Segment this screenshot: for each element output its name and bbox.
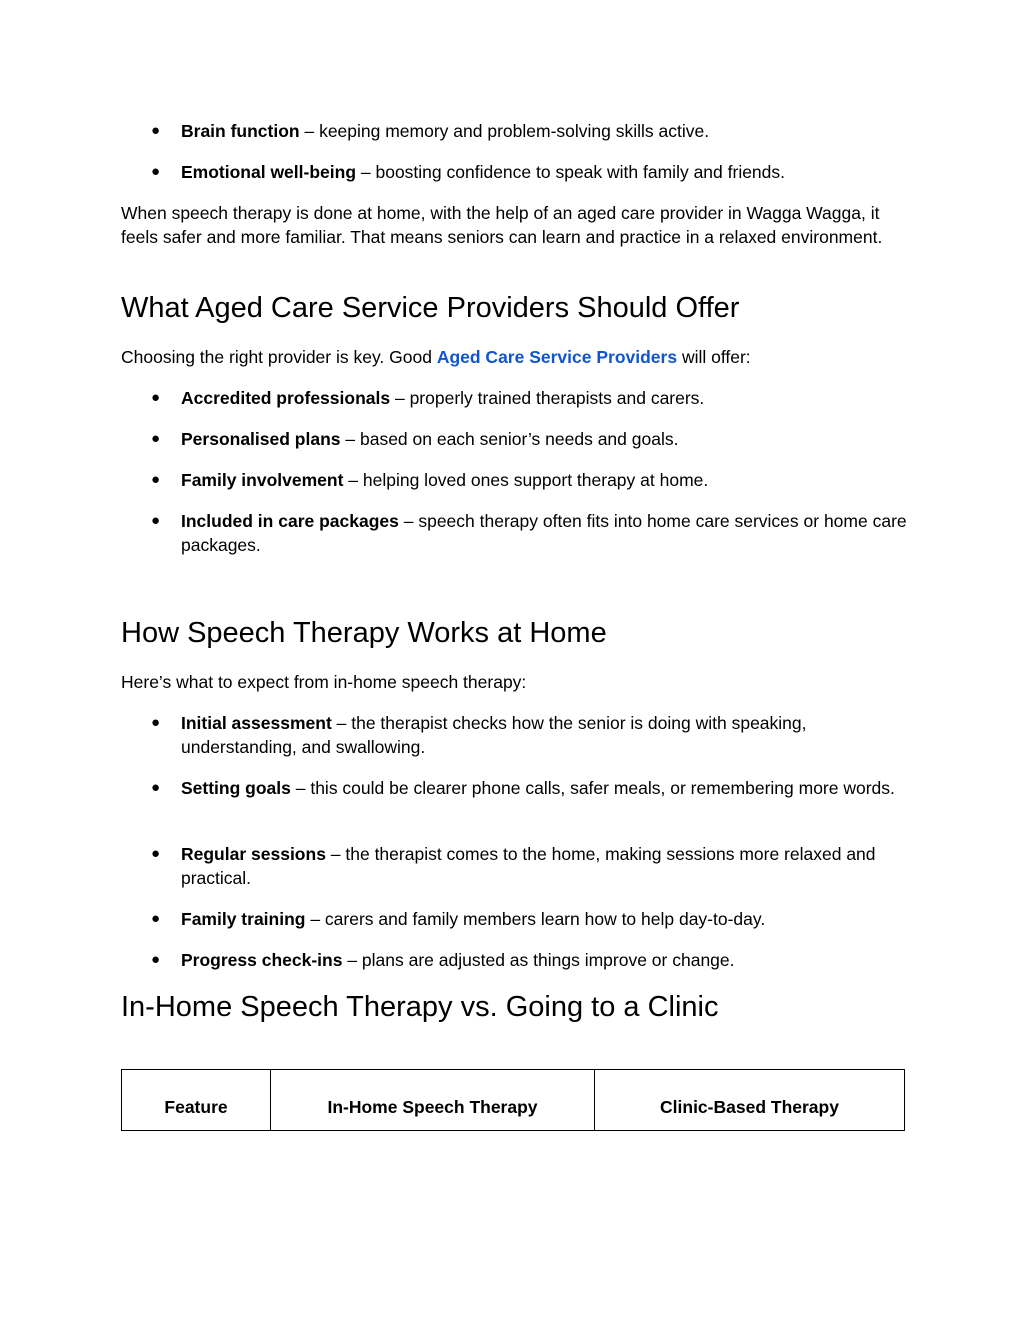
bullet-desc: – the therapist comes to the home, making sessions more relaxed and practical. — [181, 844, 876, 888]
section-heading-compare: In-Home Speech Therapy vs. Going to a Clinic — [121, 991, 719, 1023]
bullet-icon: ● — [151, 163, 161, 180]
bullet-term: Emotional well-being — [181, 162, 357, 182]
bullet-icon: ● — [151, 122, 161, 139]
comparison-table — [121, 1069, 905, 1131]
bullet-desc: – helping loved ones support therapy at home. — [343, 470, 709, 490]
bullet-desc: – speech therapy often fits into home care services or home care packages. — [181, 511, 907, 555]
bullet-icon: ● — [151, 910, 161, 927]
bullet-term: Family involvement — [181, 470, 344, 490]
aged-care-providers-link[interactable]: Aged Care Service Providers — [436, 347, 678, 367]
table-header-feature: Feature — [122, 1070, 271, 1131]
offer-lead-paragraph — [121, 345, 911, 369]
section-heading-how: How Speech Therapy Works at Home — [121, 617, 607, 649]
bullet-desc: – plans are adjusted as things improve or change. — [342, 950, 735, 970]
offer-lead-text: Choosing the right provider is key. Good — [121, 347, 437, 367]
section-heading-offer: What Aged Care Service Providers Should Offer — [121, 292, 740, 324]
table-header-row — [122, 1070, 905, 1131]
bullet-term: Brain function — [181, 121, 300, 141]
bullet-term: Setting goals — [181, 778, 291, 798]
bullet-term: Initial assessment — [181, 713, 332, 733]
bullet-desc: – boosting confidence to speak with family and friends. — [356, 162, 786, 182]
bullet-desc: – the therapist checks how the senior is doing with speaking, understanding, and swallowing. — [181, 713, 807, 757]
how-lead-paragraph: Here’s what to expect from in-home speech therapy: — [121, 672, 527, 692]
bullet-icon: ● — [151, 512, 161, 529]
bullet-icon: ● — [151, 779, 161, 796]
bullet-desc: – based on each senior’s needs and goals. — [340, 429, 679, 449]
bullet-desc: – properly trained therapists and carers. — [390, 388, 705, 408]
bullet-term: Included in care packages — [181, 511, 399, 531]
bullet-desc: – this could be clearer phone calls, safer meals, or remembering more words. — [290, 778, 895, 798]
bullet-icon: ● — [151, 471, 161, 488]
intro-paragraph: When speech therapy is done at home, with the help of an aged care provider in Wagga Wagga, it feels safer and more familiar. That means seniors can learn and practice in a relaxed environment. — [121, 203, 883, 247]
bullet-term: Personalised plans — [181, 429, 341, 449]
bullet-term: Family training — [181, 909, 306, 929]
bullet-desc: – keeping memory and problem-solving skills active. — [299, 121, 710, 141]
bullet-term: Regular sessions — [181, 844, 326, 864]
bullet-desc: – carers and family members learn how to help day-to-day. — [305, 909, 766, 929]
bullet-term: Accredited professionals — [181, 388, 391, 408]
table-header-in-home: In-Home Speech Therapy — [271, 1070, 595, 1131]
bullet-icon: ● — [151, 714, 161, 731]
bullet-icon: ● — [151, 951, 161, 968]
bullet-icon: ● — [151, 389, 161, 406]
bullet-icon: ● — [151, 845, 161, 862]
bullet-term: Progress check-ins — [181, 950, 343, 970]
offer-lead-text-end: will offer: — [677, 347, 751, 367]
bullet-icon: ● — [151, 430, 161, 447]
table-header-clinic: Clinic-Based Therapy — [595, 1070, 905, 1131]
